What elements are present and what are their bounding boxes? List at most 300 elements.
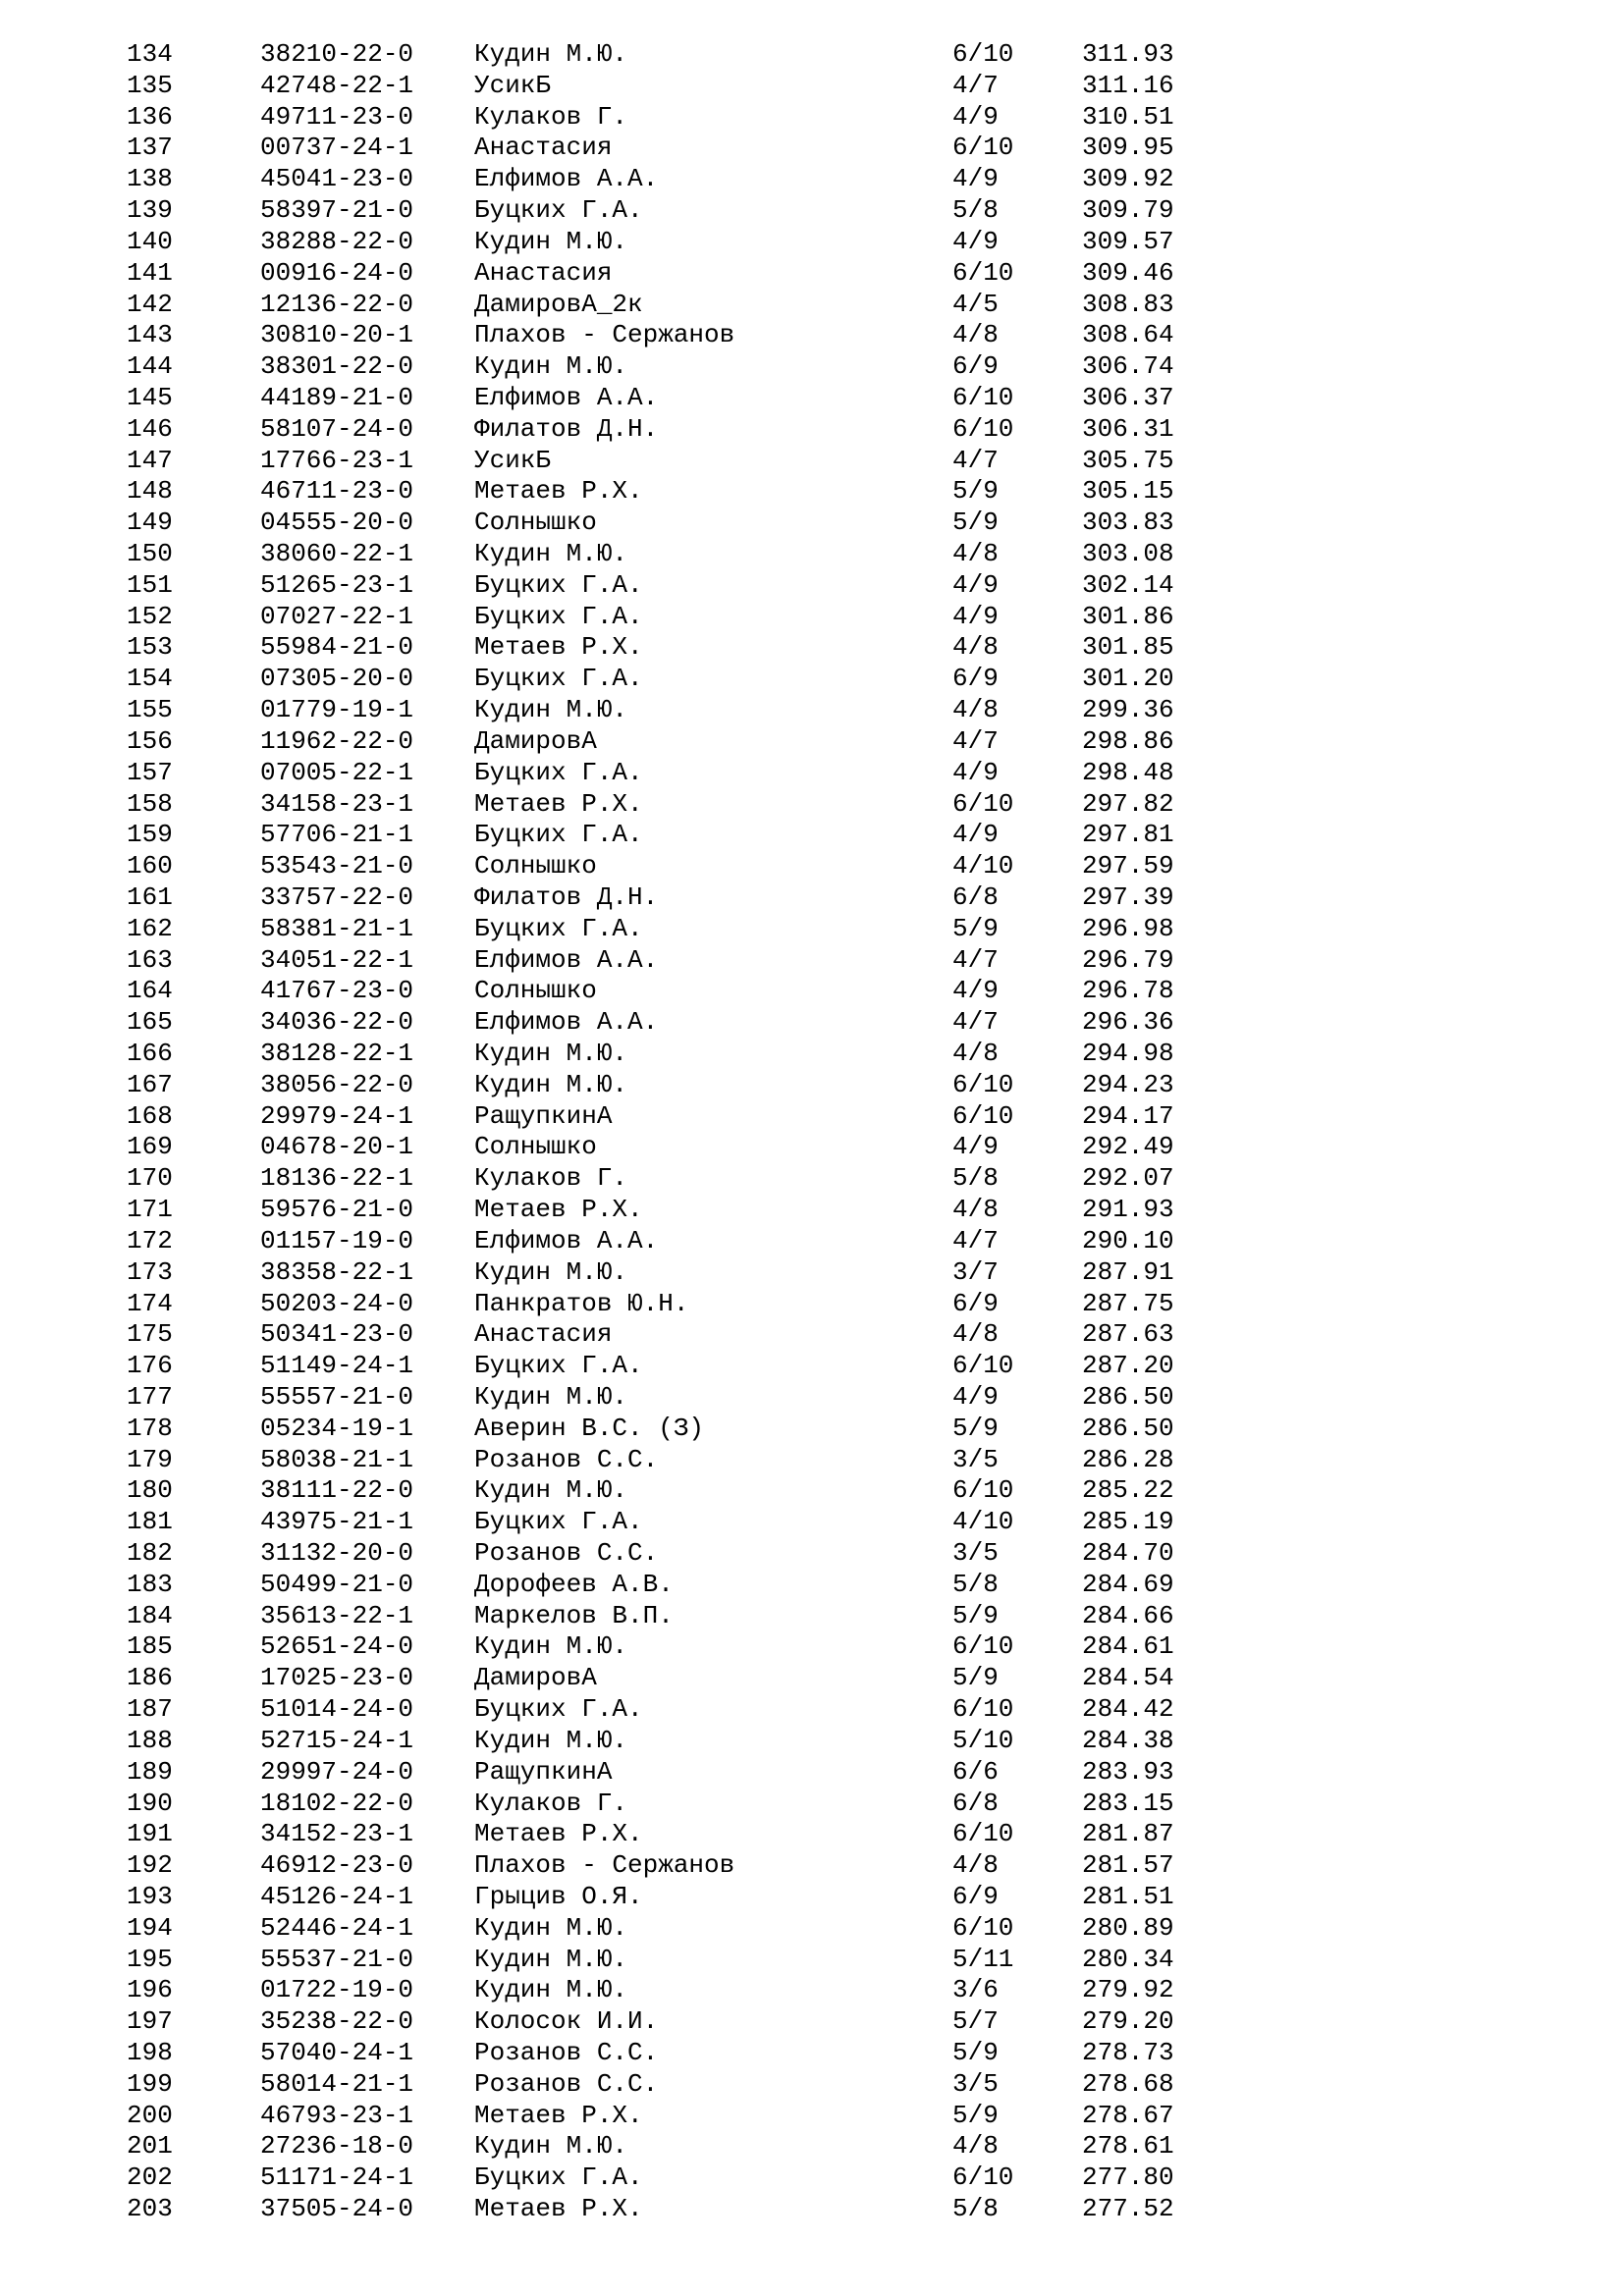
score-cell: 301.86 xyxy=(1082,601,1174,631)
score-cell: 301.20 xyxy=(1082,664,1174,694)
id-cell: 11962-22-0 xyxy=(260,725,414,756)
table-row xyxy=(0,1913,1624,1945)
table-row xyxy=(0,695,1624,726)
ratio-cell: 4/7 xyxy=(952,445,999,475)
ratio-cell: 4/9 xyxy=(952,226,999,256)
name-cell: Кулаков Г. xyxy=(474,101,628,132)
table-row xyxy=(0,1945,1624,1976)
score-cell: 309.57 xyxy=(1082,226,1174,256)
table-row xyxy=(0,602,1624,633)
rank-cell: 192 xyxy=(127,1850,173,1881)
name-cell: Буцких Г.А. xyxy=(474,820,643,850)
score-cell: 294.98 xyxy=(1082,1039,1174,1068)
table-row xyxy=(0,320,1624,351)
rank-cell: 156 xyxy=(127,725,173,756)
table-row xyxy=(0,570,1624,602)
name-cell: Розанов С.С. xyxy=(474,1444,659,1474)
rank-cell: 196 xyxy=(127,1975,173,2005)
ratio-cell: 5/9 xyxy=(952,913,999,943)
ratio-cell: 5/8 xyxy=(952,195,999,226)
table-row xyxy=(0,820,1624,851)
id-cell: 04678-20-1 xyxy=(260,1132,414,1162)
score-cell: 308.83 xyxy=(1082,289,1174,319)
score-cell: 303.83 xyxy=(1082,507,1174,538)
score-cell: 286.50 xyxy=(1082,1381,1174,1412)
id-cell: 55557-21-0 xyxy=(260,1381,414,1412)
score-cell: 281.57 xyxy=(1082,1850,1174,1881)
id-cell: 50341-23-0 xyxy=(260,1319,414,1350)
table-row xyxy=(0,1195,1624,1226)
results-list xyxy=(0,39,1624,2225)
table-row xyxy=(0,1257,1624,1289)
score-cell: 292.49 xyxy=(1082,1132,1174,1162)
name-cell: Елфимов А.А. xyxy=(474,1225,659,1255)
name-cell: Кудин М.Ю. xyxy=(474,1975,628,2005)
name-cell: Плахов - Сержанов xyxy=(474,1850,735,1881)
id-cell: 50203-24-0 xyxy=(260,1288,414,1318)
id-cell: 55537-21-0 xyxy=(260,1944,414,1974)
score-cell: 283.93 xyxy=(1082,1756,1174,1787)
rank-cell: 163 xyxy=(127,944,173,975)
name-cell: Елфимов А.А. xyxy=(474,944,659,975)
table-row xyxy=(0,664,1624,695)
id-cell: 46793-23-1 xyxy=(260,2100,414,2130)
ratio-cell: 5/8 xyxy=(952,1569,999,1599)
score-cell: 277.80 xyxy=(1082,2163,1174,2193)
name-cell: Кудин М.Ю. xyxy=(474,351,628,382)
ratio-cell: 4/9 xyxy=(952,164,999,194)
id-cell: 38111-22-0 xyxy=(260,1475,414,1506)
rank-cell: 198 xyxy=(127,2038,173,2067)
id-cell: 27236-18-0 xyxy=(260,2131,414,2162)
name-cell: Кудин М.Ю. xyxy=(474,2131,628,2162)
name-cell: Кудин М.Ю. xyxy=(474,1944,628,1974)
rank-cell: 186 xyxy=(127,1663,173,1693)
score-cell: 278.67 xyxy=(1082,2100,1174,2130)
id-cell: 38056-22-0 xyxy=(260,1069,414,1099)
id-cell: 57706-21-1 xyxy=(260,820,414,850)
id-cell: 04555-20-0 xyxy=(260,507,414,538)
rank-cell: 136 xyxy=(127,101,173,132)
table-row xyxy=(0,758,1624,789)
rank-cell: 152 xyxy=(127,601,173,631)
name-cell: Метаев Р.Х. xyxy=(474,632,643,663)
score-cell: 297.59 xyxy=(1082,851,1174,881)
score-cell: 311.16 xyxy=(1082,70,1174,100)
ratio-cell: 3/5 xyxy=(952,2068,999,2099)
ratio-cell: 6/10 xyxy=(952,382,1014,412)
score-cell: 286.50 xyxy=(1082,1413,1174,1443)
rank-cell: 143 xyxy=(127,320,173,350)
id-cell: 58014-21-1 xyxy=(260,2068,414,2099)
table-row xyxy=(0,789,1624,821)
id-cell: 44189-21-0 xyxy=(260,382,414,412)
table-row xyxy=(0,1789,1624,1820)
name-cell: Буцких Г.А. xyxy=(474,757,643,787)
table-row xyxy=(0,351,1624,383)
score-cell: 309.92 xyxy=(1082,164,1174,194)
score-cell: 284.61 xyxy=(1082,1631,1174,1662)
name-cell: Анастасия xyxy=(474,257,613,288)
name-cell: Елфимов А.А. xyxy=(474,164,659,194)
name-cell: Филатов Д.Н. xyxy=(474,413,659,444)
name-cell: Розанов С.С. xyxy=(474,2038,659,2067)
table-row xyxy=(0,1163,1624,1195)
table-row xyxy=(0,39,1624,71)
ratio-cell: 5/9 xyxy=(952,1413,999,1443)
id-cell: 07305-20-0 xyxy=(260,664,414,694)
score-cell: 278.68 xyxy=(1082,2068,1174,2099)
name-cell: Буцких Г.А. xyxy=(474,664,643,694)
score-cell: 302.14 xyxy=(1082,569,1174,600)
rank-cell: 193 xyxy=(127,1881,173,1911)
table-row xyxy=(0,1507,1624,1538)
name-cell: Буцких Г.А. xyxy=(474,913,643,943)
name-cell: ДамировА xyxy=(474,1663,597,1693)
score-cell: 281.51 xyxy=(1082,1881,1174,1911)
name-cell: Буцких Г.А. xyxy=(474,1351,643,1381)
table-row xyxy=(0,258,1624,290)
table-row xyxy=(0,102,1624,133)
score-cell: 294.17 xyxy=(1082,1100,1174,1131)
rank-cell: 190 xyxy=(127,1788,173,1818)
score-cell: 281.87 xyxy=(1082,1819,1174,1849)
id-cell: 41767-23-0 xyxy=(260,976,414,1006)
rank-cell: 197 xyxy=(127,2006,173,2037)
ratio-cell: 4/9 xyxy=(952,101,999,132)
id-cell: 38288-22-0 xyxy=(260,226,414,256)
ratio-cell: 5/11 xyxy=(952,1944,1014,1974)
name-cell: Метаев Р.Х. xyxy=(474,476,643,507)
ratio-cell: 4/9 xyxy=(952,1132,999,1162)
name-cell: Колосок И.И. xyxy=(474,2006,659,2037)
ratio-cell: 4/9 xyxy=(952,569,999,600)
ratio-cell: 4/9 xyxy=(952,976,999,1006)
rank-cell: 150 xyxy=(127,539,173,568)
name-cell: Кудин М.Ю. xyxy=(474,1725,628,1755)
name-cell: Метаев Р.Х. xyxy=(474,2194,643,2224)
ratio-cell: 6/10 xyxy=(952,2163,1014,2193)
name-cell: УсикБ xyxy=(474,445,552,475)
id-cell: 43975-21-1 xyxy=(260,1507,414,1537)
rank-cell: 184 xyxy=(127,1600,173,1630)
name-cell: Метаев Р.Х. xyxy=(474,1195,643,1225)
id-cell: 01722-19-0 xyxy=(260,1975,414,2005)
name-cell: Метаев Р.Х. xyxy=(474,2100,643,2130)
id-cell: 38128-22-1 xyxy=(260,1039,414,1068)
table-row xyxy=(0,1570,1624,1601)
rank-cell: 195 xyxy=(127,1944,173,1974)
rank-cell: 147 xyxy=(127,445,173,475)
rank-cell: 203 xyxy=(127,2194,173,2224)
id-cell: 35238-22-0 xyxy=(260,2006,414,2037)
table-row xyxy=(0,1351,1624,1382)
score-cell: 278.61 xyxy=(1082,2131,1174,2162)
rank-cell: 201 xyxy=(127,2131,173,2162)
score-cell: 294.23 xyxy=(1082,1069,1174,1099)
score-cell: 285.22 xyxy=(1082,1475,1174,1506)
name-cell: Солнышко xyxy=(474,507,597,538)
ratio-cell: 6/10 xyxy=(952,1694,1014,1725)
id-cell: 45041-23-0 xyxy=(260,164,414,194)
ratio-cell: 4/8 xyxy=(952,1039,999,1068)
table-row xyxy=(0,1726,1624,1757)
rank-cell: 168 xyxy=(127,1100,173,1131)
name-cell: Кудин М.Ю. xyxy=(474,539,628,568)
name-cell: Метаев Р.Х. xyxy=(474,1819,643,1849)
id-cell: 18136-22-1 xyxy=(260,1163,414,1194)
table-row xyxy=(0,1819,1624,1850)
name-cell: УсикБ xyxy=(474,70,552,100)
ratio-cell: 4/8 xyxy=(952,695,999,725)
id-cell: 58397-21-0 xyxy=(260,195,414,226)
id-cell: 00737-24-1 xyxy=(260,133,414,163)
score-cell: 287.75 xyxy=(1082,1288,1174,1318)
score-cell: 309.79 xyxy=(1082,195,1174,226)
table-row xyxy=(0,1757,1624,1789)
score-cell: 284.66 xyxy=(1082,1600,1174,1630)
rank-cell: 148 xyxy=(127,476,173,507)
name-cell: Елфимов А.А. xyxy=(474,382,659,412)
table-row xyxy=(0,383,1624,414)
name-cell: Дорофеев А.В. xyxy=(474,1569,674,1599)
name-cell: Буцких Г.А. xyxy=(474,1694,643,1725)
rank-cell: 137 xyxy=(127,133,173,163)
ratio-cell: 6/8 xyxy=(952,1788,999,1818)
ratio-cell: 4/7 xyxy=(952,1007,999,1038)
table-row xyxy=(0,507,1624,539)
id-cell: 34152-23-1 xyxy=(260,1819,414,1849)
id-cell: 50499-21-0 xyxy=(260,1569,414,1599)
ratio-cell: 6/9 xyxy=(952,1288,999,1318)
score-cell: 298.86 xyxy=(1082,725,1174,756)
score-cell: 280.34 xyxy=(1082,1944,1174,1974)
ratio-cell: 6/10 xyxy=(952,1475,1014,1506)
name-cell: Буцких Г.А. xyxy=(474,601,643,631)
score-cell: 284.38 xyxy=(1082,1725,1174,1755)
score-cell: 292.07 xyxy=(1082,1163,1174,1194)
id-cell: 51171-24-1 xyxy=(260,2163,414,2193)
name-cell: РащупкинА xyxy=(474,1100,613,1131)
id-cell: 58381-21-1 xyxy=(260,913,414,943)
ratio-cell: 6/10 xyxy=(952,1819,1014,1849)
name-cell: Кудин М.Ю. xyxy=(474,1381,628,1412)
id-cell: 33757-22-0 xyxy=(260,881,414,912)
table-row xyxy=(0,2131,1624,2163)
id-cell: 51149-24-1 xyxy=(260,1351,414,1381)
name-cell: Плахов - Сержанов xyxy=(474,320,735,350)
ratio-cell: 5/9 xyxy=(952,507,999,538)
score-cell: 305.75 xyxy=(1082,445,1174,475)
score-cell: 297.39 xyxy=(1082,881,1174,912)
id-cell: 52651-24-0 xyxy=(260,1631,414,1662)
id-cell: 37505-24-0 xyxy=(260,2194,414,2224)
id-cell: 51265-23-1 xyxy=(260,569,414,600)
ratio-cell: 5/9 xyxy=(952,2100,999,2130)
ratio-cell: 6/10 xyxy=(952,1912,1014,1943)
table-row xyxy=(0,851,1624,882)
score-cell: 309.95 xyxy=(1082,133,1174,163)
rank-cell: 162 xyxy=(127,913,173,943)
ratio-cell: 6/10 xyxy=(952,257,1014,288)
name-cell: Буцких Г.А. xyxy=(474,569,643,600)
name-cell: Аверин В.С. (З) xyxy=(474,1413,705,1443)
ratio-cell: 3/5 xyxy=(952,1538,999,1568)
rank-cell: 164 xyxy=(127,976,173,1006)
rank-cell: 139 xyxy=(127,195,173,226)
id-cell: 07027-22-1 xyxy=(260,601,414,631)
table-row xyxy=(0,1007,1624,1039)
rank-cell: 142 xyxy=(127,289,173,319)
rank-cell: 160 xyxy=(127,851,173,881)
ratio-cell: 6/8 xyxy=(952,881,999,912)
rank-cell: 174 xyxy=(127,1288,173,1318)
name-cell: РащупкинА xyxy=(474,1756,613,1787)
rank-cell: 155 xyxy=(127,695,173,725)
rank-cell: 159 xyxy=(127,820,173,850)
id-cell: 55984-21-0 xyxy=(260,632,414,663)
table-row xyxy=(0,1319,1624,1351)
ratio-cell: 4/8 xyxy=(952,1319,999,1350)
ratio-cell: 6/10 xyxy=(952,1100,1014,1131)
rank-cell: 187 xyxy=(127,1694,173,1725)
name-cell: Кудин М.Ю. xyxy=(474,1631,628,1662)
id-cell: 38358-22-1 xyxy=(260,1256,414,1287)
table-row xyxy=(0,2006,1624,2038)
name-cell: Розанов С.С. xyxy=(474,1538,659,1568)
id-cell: 34051-22-1 xyxy=(260,944,414,975)
id-cell: 29997-24-0 xyxy=(260,1756,414,1787)
rank-cell: 199 xyxy=(127,2068,173,2099)
rank-cell: 149 xyxy=(127,507,173,538)
name-cell: Грыцив О.Я. xyxy=(474,1881,643,1911)
table-row xyxy=(0,945,1624,977)
ratio-cell: 5/9 xyxy=(952,1663,999,1693)
rank-cell: 165 xyxy=(127,1007,173,1038)
id-cell: 35613-22-1 xyxy=(260,1600,414,1630)
id-cell: 42748-22-1 xyxy=(260,70,414,100)
name-cell: Панкратов Ю.Н. xyxy=(474,1288,689,1318)
rank-cell: 145 xyxy=(127,382,173,412)
rank-cell: 176 xyxy=(127,1351,173,1381)
ratio-cell: 6/10 xyxy=(952,1631,1014,1662)
table-row xyxy=(0,1601,1624,1632)
table-row xyxy=(0,2069,1624,2101)
ratio-cell: 3/5 xyxy=(952,1444,999,1474)
ratio-cell: 6/6 xyxy=(952,1756,999,1787)
score-cell: 306.31 xyxy=(1082,413,1174,444)
ratio-cell: 5/9 xyxy=(952,2038,999,2067)
id-cell: 46912-23-0 xyxy=(260,1850,414,1881)
table-row xyxy=(0,1289,1624,1320)
ratio-cell: 6/10 xyxy=(952,39,1014,69)
id-cell: 30810-20-1 xyxy=(260,320,414,350)
table-row xyxy=(0,2163,1624,2194)
score-cell: 311.93 xyxy=(1082,39,1174,69)
ratio-cell: 3/6 xyxy=(952,1975,999,2005)
id-cell: 00916-24-0 xyxy=(260,257,414,288)
name-cell: Филатов Д.Н. xyxy=(474,881,659,912)
table-row xyxy=(0,446,1624,477)
table-row xyxy=(0,1039,1624,1070)
ratio-cell: 4/10 xyxy=(952,851,1014,881)
ratio-cell: 5/8 xyxy=(952,2194,999,2224)
rank-cell: 185 xyxy=(127,1631,173,1662)
table-row xyxy=(0,2038,1624,2069)
id-cell: 57040-24-1 xyxy=(260,2038,414,2067)
rank-cell: 138 xyxy=(127,164,173,194)
table-row xyxy=(0,914,1624,945)
table-row xyxy=(0,290,1624,321)
score-cell: 279.92 xyxy=(1082,1975,1174,2005)
id-cell: 18102-22-0 xyxy=(260,1788,414,1818)
id-cell: 01779-19-1 xyxy=(260,695,414,725)
score-cell: 299.36 xyxy=(1082,695,1174,725)
score-cell: 279.20 xyxy=(1082,2006,1174,2037)
rank-cell: 200 xyxy=(127,2100,173,2130)
rank-cell: 166 xyxy=(127,1039,173,1068)
rank-cell: 151 xyxy=(127,569,173,600)
rank-cell: 179 xyxy=(127,1444,173,1474)
rank-cell: 144 xyxy=(127,351,173,382)
id-cell: 59576-21-0 xyxy=(260,1195,414,1225)
ratio-cell: 4/7 xyxy=(952,70,999,100)
name-cell: Кудин М.Ю. xyxy=(474,1256,628,1287)
table-row xyxy=(0,414,1624,446)
table-row xyxy=(0,1850,1624,1882)
table-row xyxy=(0,1132,1624,1163)
id-cell: 34158-23-1 xyxy=(260,788,414,819)
name-cell: Анастасия xyxy=(474,1319,613,1350)
rank-cell: 194 xyxy=(127,1912,173,1943)
rank-cell: 153 xyxy=(127,632,173,663)
id-cell: 53543-21-0 xyxy=(260,851,414,881)
name-cell: ДамировА_2к xyxy=(474,289,643,319)
name-cell: Солнышко xyxy=(474,1132,597,1162)
table-row xyxy=(0,1538,1624,1570)
table-row xyxy=(0,2194,1624,2225)
table-row xyxy=(0,1101,1624,1133)
ratio-cell: 4/8 xyxy=(952,539,999,568)
table-row xyxy=(0,1631,1624,1663)
ratio-cell: 4/9 xyxy=(952,1381,999,1412)
score-cell: 290.10 xyxy=(1082,1225,1174,1255)
rank-cell: 180 xyxy=(127,1475,173,1506)
table-row xyxy=(0,133,1624,164)
id-cell: 38210-22-0 xyxy=(260,39,414,69)
table-row xyxy=(0,476,1624,507)
ratio-cell: 6/9 xyxy=(952,664,999,694)
score-cell: 296.79 xyxy=(1082,944,1174,975)
score-cell: 309.46 xyxy=(1082,257,1174,288)
id-cell: 46711-23-0 xyxy=(260,476,414,507)
table-row xyxy=(0,164,1624,195)
score-cell: 296.36 xyxy=(1082,1007,1174,1038)
score-cell: 310.51 xyxy=(1082,101,1174,132)
name-cell: Буцких Г.А. xyxy=(474,195,643,226)
ratio-cell: 4/7 xyxy=(952,1225,999,1255)
rank-cell: 171 xyxy=(127,1195,173,1225)
rank-cell: 181 xyxy=(127,1507,173,1537)
rank-cell: 202 xyxy=(127,2163,173,2193)
rank-cell: 188 xyxy=(127,1725,173,1755)
table-row xyxy=(0,632,1624,664)
table-row xyxy=(0,1226,1624,1257)
rank-cell: 172 xyxy=(127,1225,173,1255)
table-row xyxy=(0,227,1624,258)
name-cell: Буцких Г.А. xyxy=(474,2163,643,2193)
score-cell: 296.98 xyxy=(1082,913,1174,943)
